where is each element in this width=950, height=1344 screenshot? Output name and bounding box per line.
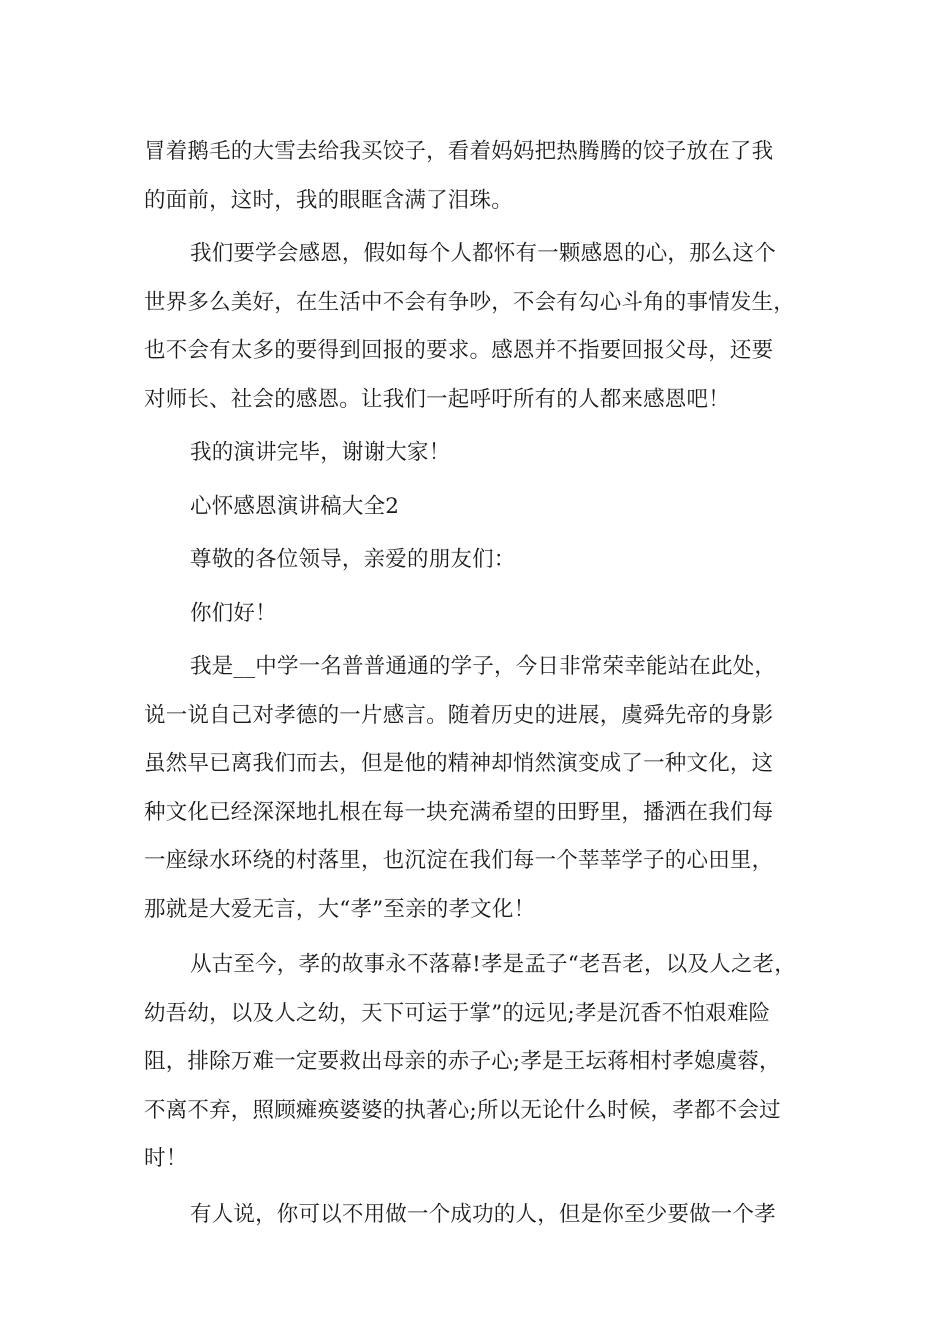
paragraph-first-line: 我是__中学一名普普通通的学子，今日非常荣幸能站在此处， bbox=[190, 654, 777, 679]
text-line: 一座绿水环绕的村落里，也沉淀在我们每一个莘莘学子的心田里， bbox=[144, 848, 774, 873]
text-line: 说一说自己对孝德的一片感言。随着历史的进展，虞舜先帝的身影 bbox=[144, 702, 774, 728]
text-line: 时！ bbox=[144, 1146, 188, 1171]
salutation: 尊敬的各位领导，亲爱的朋友们： bbox=[190, 547, 516, 572]
text-line: 也不会有太多的要得到回报的要求。感恩并不指要回报父母，还要 bbox=[144, 338, 774, 363]
text-line: 冒着鹅毛的大雪去给我买饺子，看着妈妈把热腾腾的饺子放在了我 bbox=[144, 139, 774, 164]
text-line: 阻，排除万难一定要救出母亲的赤子心;孝是王坛蒋相村孝媳虞蓉， bbox=[144, 1049, 781, 1074]
document-body bbox=[144, 128, 834, 1239]
text-line: 不离不弃，照顾瘫痪婆婆的执著心;所以无论什么时候，孝都不会过 bbox=[144, 1097, 781, 1123]
text-line: 虽然早已离我们而去，但是他的精神却悄然演变成了一种文化，这 bbox=[144, 751, 774, 776]
text-line: 种文化已经深深地扎根在每一块充满希望的田野里，播洒在我们每 bbox=[144, 799, 774, 825]
text-line: 那就是大爱无言，大“孝”至亲的孝文化！ bbox=[144, 896, 536, 922]
paragraph-first-line: 有人说，你可以不用做一个成功的人，但是你至少要做一个孝 bbox=[190, 1201, 776, 1227]
paragraph-first-line: 从古至今，孝的故事永不落幕!孝是孟子“老吾老，以及人之老， bbox=[190, 952, 796, 977]
text-line: 幼吾幼，以及人之幼，天下可运于掌”的远见;孝是沉香不怕艰难险 bbox=[144, 1000, 771, 1026]
closing-remark: 我的演讲完毕，谢谢大家！ bbox=[190, 440, 451, 465]
text-line: 对师长、社会的感恩。让我们一起呼吁所有的人都来感恩吧！ bbox=[144, 386, 730, 412]
section-title: 心怀感恩演讲稿大全2 bbox=[190, 493, 400, 519]
greeting: 你们好！ bbox=[190, 600, 277, 626]
text-line: 的面前，这时，我的眼眶含满了泪珠。 bbox=[144, 187, 513, 213]
text-line: 世界多么美好，在生活中不会有争吵，不会有勾心斗角的事情发生， bbox=[144, 289, 796, 315]
paragraph-first-line: 我们要学会感恩，假如每个人都怀有一颗感恩的心，那么这个 bbox=[190, 241, 776, 266]
